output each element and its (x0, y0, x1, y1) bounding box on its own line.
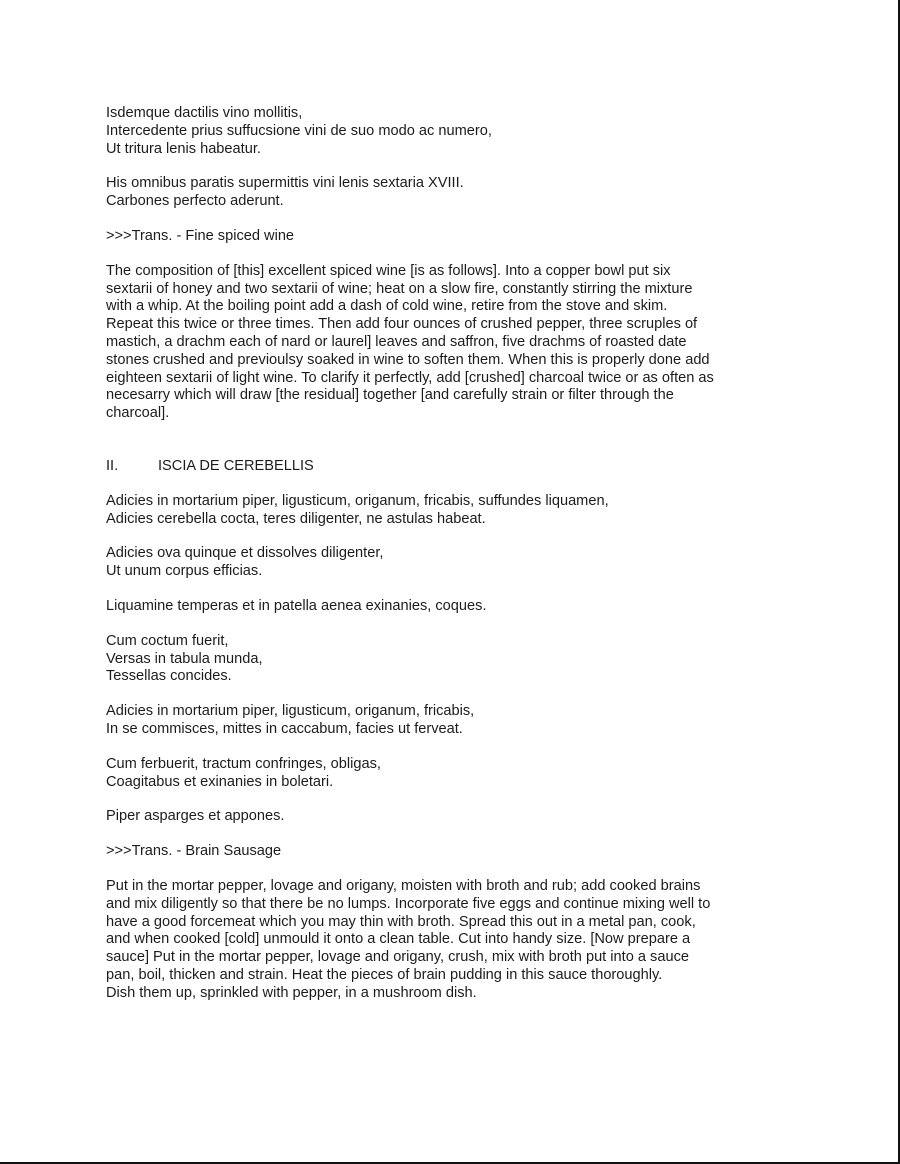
section-heading (106, 458, 806, 476)
translation-paragraph (106, 878, 806, 1003)
text-line: Piper asparges et appones. (106, 808, 285, 825)
text-line: Adicies in mortarium piper, ligusticum, origanum, fricabis, (106, 703, 475, 720)
translation-label-text: >>>Trans. - Brain Sausage (106, 843, 282, 860)
translation-label (106, 228, 806, 246)
translation-label-text: >>>Trans. - Fine spiced wine (106, 227, 295, 244)
latin-verse-block (106, 808, 806, 826)
text-line: and when cooked [cold] unmould it onto a clean table. Cut into handy size. [Now prepare a (106, 931, 691, 948)
text-line: mastich, a drachm each of nard or laurel] leaves and saffron, five drachms of roasted date (106, 333, 687, 350)
latin-verse-block (106, 703, 806, 739)
text-line: His omnibus paratis supermittis vini lenis sextaria XVIII. (106, 175, 464, 192)
text-line: sauce] Put in the mortar pepper, lovage and origany, crush, mix with broth put into a sauce (106, 949, 689, 966)
text-line: Cum ferbuerit, tractum confringes, obligas, (106, 755, 381, 772)
text-line: necesarry which will draw [the residual] together [and carefully strain or filter through the (106, 387, 674, 404)
text-line: The composition of [this] excellent spiced wine [is as follows]. Into a copper bowl put six (106, 262, 671, 279)
text-line: Tessellas concides. (106, 668, 232, 685)
latin-verse-block (106, 598, 806, 616)
text-line: Intercedente prius suffucsione vini de suo modo ac numero, (106, 122, 492, 139)
text-line: In se commisces, mittes in caccabum, facies ut ferveat. (106, 720, 463, 737)
section-number: II. (106, 457, 119, 474)
text-line: charcoal]. (106, 405, 170, 422)
translation-paragraph (106, 263, 806, 423)
text-line: pan, boil, thicken and strain. Heat the pieces of brain pudding in this sauce thoroughly. (106, 966, 663, 983)
text-line: sextarii of honey and two sextarii of wine; heat on a slow fire, constantly stirring the mixture (106, 280, 693, 297)
text-line: Repeat this twice or three times. Then add four ounces of crushed pepper, three scruples of (106, 316, 698, 333)
latin-verse-block (106, 175, 806, 211)
document-page (106, 105, 806, 1002)
text-line: have a good forcemeat which you may thin with broth. Spread this out in a metal pan, cook, (106, 913, 696, 930)
latin-verse-block (106, 633, 806, 686)
text-line: eighteen sextarii of light wine. To clarify it perfectly, add [crushed] charcoal twice or as often as (106, 369, 714, 386)
text-line: Dish them up, sprinkled with pepper, in a mushroom dish. (106, 984, 477, 1001)
text-line: Carbones perfecto aderunt. (106, 193, 284, 210)
text-line: Put in the mortar pepper, lovage and origany, moisten with broth and rub; add cooked brains (106, 877, 701, 894)
text-line: Adicies in mortarium piper, ligusticum, origanum, fricabis, suffundes liquamen, (106, 492, 609, 509)
text-line: Ut unum corpus efficias. (106, 563, 263, 580)
text-line: Adicies ova quinque et dissolves diligenter, (106, 545, 384, 562)
latin-verse-block (106, 545, 806, 581)
text-line: and mix diligently so that there be no lumps. Incorporate five eggs and continue mixing well to (106, 895, 711, 912)
text-line: Ut tritura lenis habeatur. (106, 140, 261, 157)
text-line: Isdemque dactilis vino mollitis, (106, 105, 303, 121)
text-line: with a whip. At the boiling point add a dash of cold wine, retire from the stove and skim. (106, 298, 668, 315)
text-line: Cum coctum fuerit, (106, 632, 229, 649)
latin-verse-block (106, 493, 806, 529)
text-line: Versas in tabula munda, (106, 650, 263, 667)
section-title: ISCIA DE CEREBELLIS (158, 457, 314, 474)
translation-label (106, 843, 806, 861)
latin-verse-block (106, 105, 806, 158)
text-line: Coagitabus et exinanies in boletari. (106, 773, 334, 790)
text-line: Adicies cerebella cocta, teres diligenter, ne astulas habeat. (106, 510, 486, 527)
text-line: stones crushed and previoulsy soaked in wine to soften them. When this is properly done add (106, 351, 710, 368)
latin-verse-block (106, 756, 806, 792)
text-line: Liquamine temperas et in patella aenea exinanies, coques. (106, 597, 487, 614)
